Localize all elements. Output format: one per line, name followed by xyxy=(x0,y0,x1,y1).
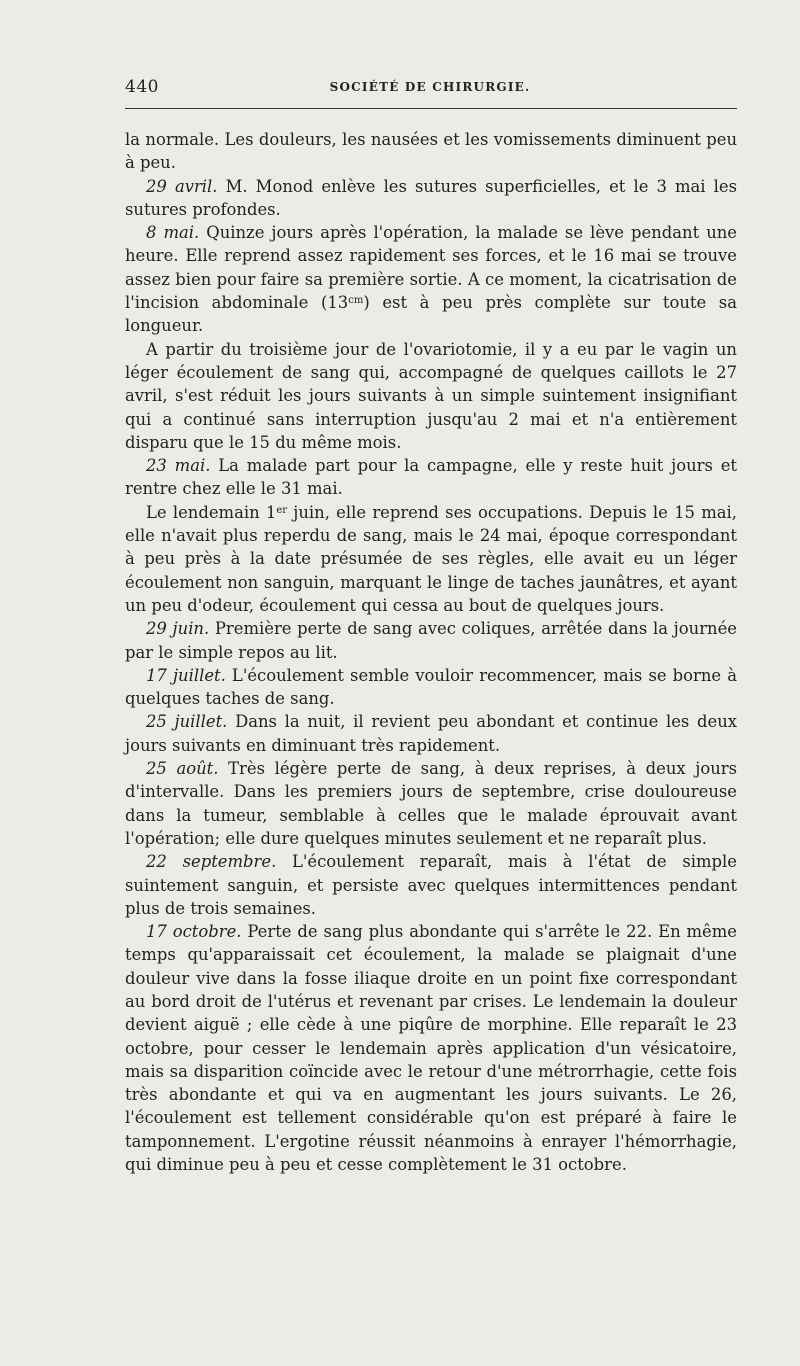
paragraph: 23 mai. La malade part pour la campagne, elle y reste huit jours et rentre chez elle le 31 mai. xyxy=(125,456,737,499)
paragraph: 29 avril. M. Monod enlève les sutures superficielles, et le 3 mai les sutures profondes. xyxy=(125,176,737,219)
paragraph: 25 juillet. Dans la nuit, il revient peu abondant et continue les deux jours suivants en diminuant très rapidement. xyxy=(125,712,737,755)
paragraph: 29 juin. Première perte de sang avec coliques, arrêtée dans la journée par le simple repos au lit. xyxy=(125,619,737,662)
paragraph: 8 mai. Quinze jours après l'opération, la malade se lève pendant une heure. Elle reprend assez rapidement ses forces, et le 16 mai se trouve assez bien pour faire sa première sortie. A ce moment, la cicatrisation de l'incision abdominale $(13^{cm})$ est à peu près complète sur toute sa longueur. xyxy=(125,223,738,336)
entry-date: 25 juillet. xyxy=(146,712,228,732)
header-rule xyxy=(125,108,737,109)
superscript: er xyxy=(276,504,288,516)
body-text xyxy=(125,128,737,1176)
paragraph: 17 octobre. Perte de sang plus abondante qui s'arrête le 22. En même temps qu'apparaissait cet écoulement, la malade se plaignait d'une douleur vive dans la fosse iliaque droite en un point fixe correspondant au bord droit de l'utérus et revenant par crises. Le lendemain la douleur devient aiguë ; elle cède à une piqûre de morphine. Elle reparaît le 23 octobre, pour cesser le lendemain après application d'un vésicatoire, mais sa disparition coïncide avec le retour d'une métrorrhagie, cette fois très abondante et qui va en augmentant les jours suivants. Le 26, l'écoulement est tellement considérable qu'on est préparé à faire le tamponnement. L'ergotine réussit néanmoins à enrayer l'hémorrhagie, qui diminue peu à peu et cesse complètement le 31 octobre. xyxy=(125,922,738,1175)
paragraph: 22 septembre. L'écoulement reparaît, mais à l'état de simple suintement sanguin, et persiste avec quelques intermittences pendant plus de trois semaines. xyxy=(125,852,737,918)
superscript: cm xyxy=(348,295,364,307)
running-title: SOCIÉTÉ DE CHIRURGIE. xyxy=(329,80,531,94)
paragraph: Le lendemain 1er juin, elle reprend ses occupations. Depuis le 15 mai, elle n'avait plus reperdu de sang, mais le 24 mai, époque correspondant à peu près à la date présumée de ses règles, elle avait eu un léger écoulement non sanguin, marquant le linge de taches jaunâtres, et ayant un peu d'odeur, écoulement qui cessa au bout de quelques jours. xyxy=(125,502,737,615)
entry-date: 17 octobre. xyxy=(146,922,242,942)
entry-date: 23 mai. xyxy=(146,456,211,476)
page-number: 440 xyxy=(125,77,159,97)
entry-date: 17 juillet. xyxy=(146,665,226,685)
paragraph: la normale. Les douleurs, les nausées et les vomissements diminuent peu à peu. xyxy=(125,130,737,173)
entry-date: 29 juin. xyxy=(146,619,210,639)
page-header xyxy=(125,77,735,103)
paragraph: A partir du troisième jour de l'ovariotomie, il y a eu par le vagin un léger écoulement de sang qui, accompagné de quelques caillots le 27 avril, s'est réduit les jours suivants à un simple suintement insignifiant qui a continué sans interruption jusqu'au 2 mai et n'a entièrement disparu que le 15 du même mois. xyxy=(125,339,737,452)
entry-date: 8 mai. xyxy=(146,223,200,243)
paragraph: 17 juillet. L'écoulement semble vouloir recommencer, mais se borne à quelques taches de sang. xyxy=(125,665,737,709)
entry-date: 22 septembre. xyxy=(146,852,277,872)
entry-date: 29 avril. xyxy=(146,176,218,196)
entry-date: 25 août. xyxy=(146,759,219,779)
paragraph: 25 août. Très légère perte de sang, à deux reprises, à deux jours d'intervalle. Dans les premiers jours de septembre, crise douloureuse dans la tumeur, semblable à celles que le malade éprouvait avant l'opération; elle dure quelques minutes seulement et ne reparaît plus. xyxy=(125,759,737,848)
